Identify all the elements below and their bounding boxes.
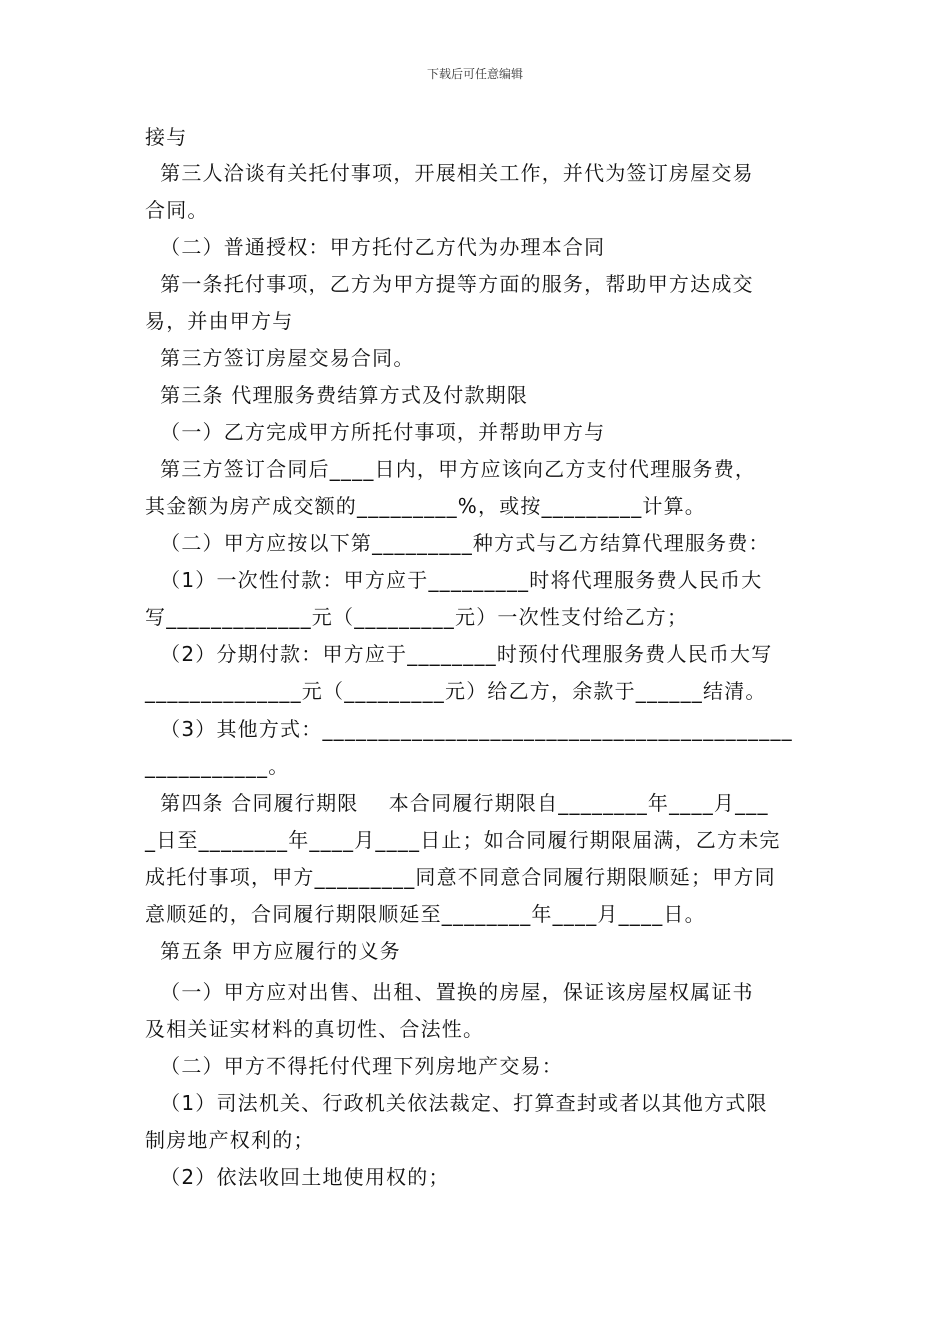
body-line: 写_____________元（_________元）一次性支付给乙方； <box>145 605 689 629</box>
body-line: （二）普通授权：甲方托付乙方代为办理本合同 <box>145 235 606 259</box>
body-line: 意顺延的，合同履行期限顺延至________年____月____日。 <box>145 902 706 926</box>
body-line: 易，并由甲方与 <box>145 309 294 333</box>
body-line: 成托付事项，甲方_________同意不同意合同履行期限顺延；甲方同 <box>145 865 776 889</box>
body-line: （二）甲方不得托付代理下列房地产交易： <box>145 1054 563 1078</box>
body-line: 接与 <box>145 125 188 149</box>
body-line: 第三方签订房屋交易合同。 <box>145 346 415 370</box>
body-line: （一）乙方完成甲方所托付事项，并帮助甲方与 <box>145 420 606 444</box>
body-line: 第三人洽谈有关托付事项，开展相关工作，并代为签订房屋交易 <box>145 161 754 185</box>
body-line: （3）其他方式：__________________________________________ <box>145 717 793 741</box>
body-line: 合同。 <box>145 198 209 222</box>
section-heading: 第三条 代理服务费结算方式及付款期限 <box>145 383 529 407</box>
section-heading: 第四条 合同履行期限 本合同履行期限自________年____月___ <box>145 791 769 815</box>
body-line: 第三方签订合同后____日内，甲方应该向乙方支付代理服务费， <box>145 457 757 481</box>
body-line: （2）分期付款：甲方应于________时预付代理服务费人民币大写 <box>145 642 773 666</box>
body-line: （2）依法收回土地使用权的； <box>145 1165 450 1189</box>
body-line: ______________元（_________元）给乙方，余款于______结清。 <box>145 679 767 703</box>
body-line: 制房地产权利的； <box>145 1128 315 1152</box>
body-line: （1）司法机关、行政机关依法裁定、打算查封或者以其他方式限 <box>145 1091 768 1115</box>
section-heading: 第五条 甲方应履行的义务 <box>145 939 401 963</box>
body-line: _日至________年____月____日止；如合同履行期限届满，乙方未完 <box>145 828 781 852</box>
body-line: 第一条托付事项，乙方为甲方提等方面的服务，帮助甲方达成交 <box>145 272 754 296</box>
body-line: （一）甲方应对出售、出租、置换的房屋，保证该房屋权属证书 <box>145 980 754 1004</box>
body-line: （1）一次性付款：甲方应于_________时将代理服务费人民币大 <box>145 568 763 592</box>
page-header: 下载后可任意编辑 <box>426 67 523 81</box>
body-line: ___________。 <box>145 754 290 778</box>
body-line: 及相关证实材料的真切性、合法性。 <box>145 1017 485 1041</box>
body-line: （二）甲方应按以下第_________种方式与乙方结算代理服务费： <box>145 531 770 555</box>
body-line: 其金额为房产成交额的_________%，或按_________计算。 <box>145 494 707 518</box>
